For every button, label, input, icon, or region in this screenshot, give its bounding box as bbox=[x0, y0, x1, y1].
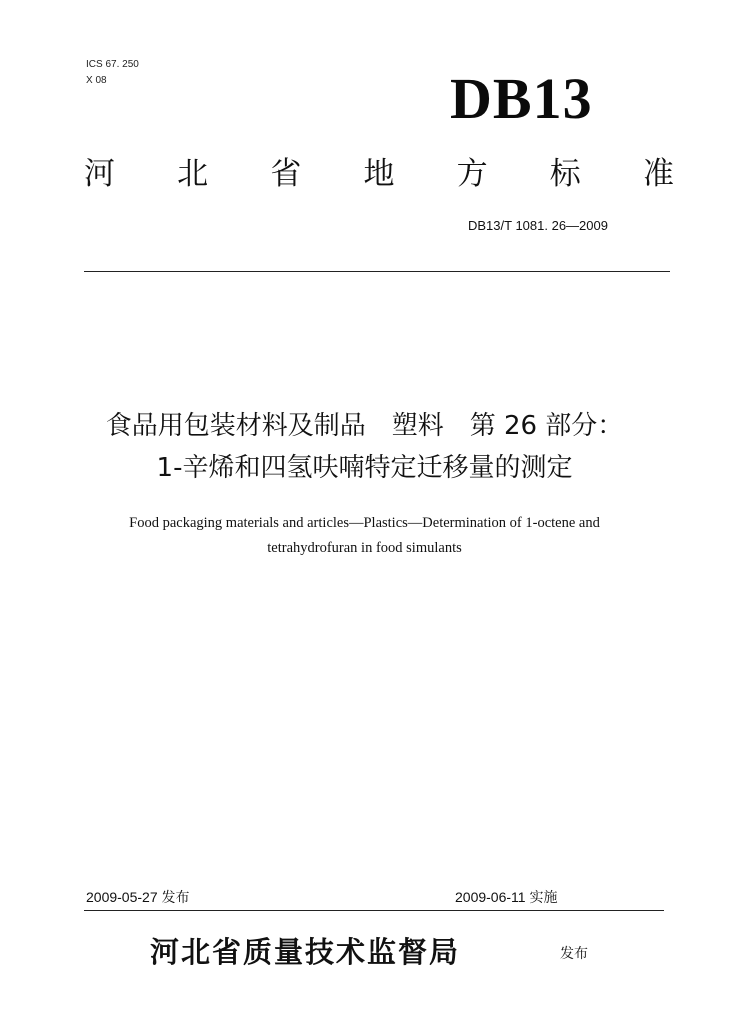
standard-type-char: 河 bbox=[84, 156, 115, 192]
implementation-date: 2009-06-11 实施 bbox=[455, 889, 558, 905]
english-title-line-1: Food packaging materials and articles—Plastics—Determination of 1-octene and bbox=[129, 515, 600, 531]
issue-date: 2009-05-27 发布 bbox=[86, 889, 190, 905]
standard-type-char: 北 bbox=[177, 156, 209, 192]
standard-type-char: 准 bbox=[642, 156, 674, 192]
issue-label: 发布 bbox=[560, 946, 588, 962]
standard-type-heading bbox=[84, 152, 674, 196]
chinese-title-line-1: 食品用包装材料及制品 塑料 第 26 部分： bbox=[105, 411, 624, 441]
standard-code-logo: DB13 bbox=[450, 66, 593, 131]
chinese-title-line-2: 1-辛烯和四氢呋喃特定迁移量的测定 bbox=[156, 453, 573, 483]
classification-codes bbox=[86, 57, 139, 89]
standard-type-char: 地 bbox=[363, 156, 395, 192]
standard-type-char: 标 bbox=[549, 156, 581, 192]
standard-type-char: 省 bbox=[270, 156, 302, 192]
ics-code: ICS 67. 250 bbox=[86, 59, 139, 70]
english-title-line-2: tetrahydrofuran in food simulants bbox=[267, 540, 462, 556]
footer-divider bbox=[84, 910, 664, 911]
standard-type-char: 方 bbox=[456, 156, 488, 192]
standard-number: DB13/T 1081. 26—2009 bbox=[468, 218, 608, 233]
ccs-code: X 08 bbox=[86, 75, 107, 86]
header-divider bbox=[84, 271, 670, 272]
issuing-authority: 河北省质量技术监督局 bbox=[150, 935, 461, 969]
